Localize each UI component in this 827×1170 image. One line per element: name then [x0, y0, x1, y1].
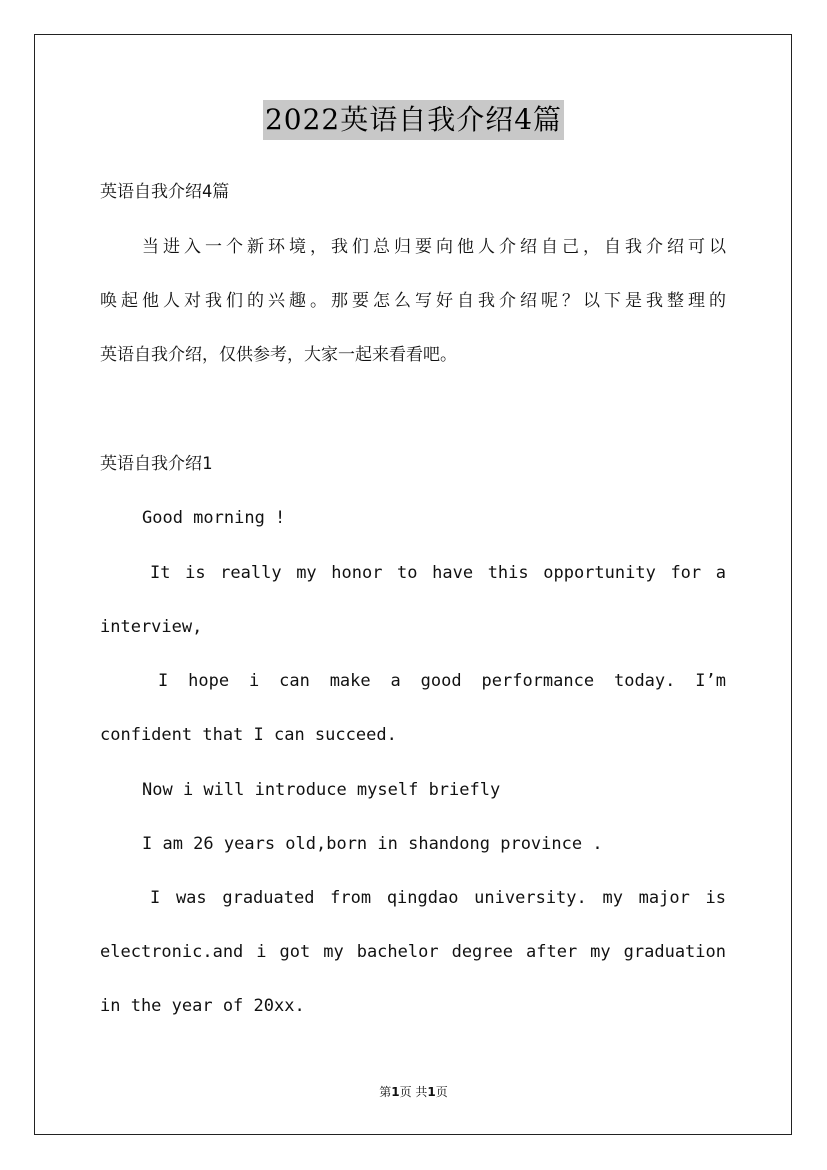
body-line-4: I hope i can make a good performance today. I’m [158, 671, 726, 691]
body-line-3: interview, [100, 617, 203, 637]
document-title: 2022英语自我介绍4篇 [263, 100, 564, 140]
page-footer [0, 1083, 827, 1100]
body-line-8: I was graduated from qingdao university. my major is [150, 888, 726, 908]
footer-middle: 页 共 [399, 1085, 428, 1099]
footer-suffix: 页 [435, 1085, 448, 1099]
body-line-1: Good morning ! [142, 508, 286, 528]
body-line-9: electronic.and i got my bachelor degree after my graduation [100, 942, 726, 962]
intro-line-3: 英语自我介绍，仅供参考，大家一起来看看吧。 [100, 345, 457, 365]
body-line-6: Now i will introduce myself briefly [142, 780, 501, 800]
subheading: 英语自我介绍4篇 [100, 182, 230, 202]
intro-line-1: 当进入一个新环境，我们总归要向他人介绍自己，自我介绍可以 [142, 237, 726, 257]
body-line-5: confident that I can succeed. [100, 725, 397, 745]
body-line-10: in the year of 20xx. [100, 996, 305, 1016]
title-container [0, 100, 827, 140]
footer-prefix: 第 [379, 1085, 392, 1099]
body-line-2: It is really my honor to have this opportunity for a [150, 563, 726, 583]
section-heading: 英语自我介绍1 [100, 454, 213, 474]
footer-total-pages: 1 [427, 1085, 436, 1099]
body-line-7: I am 26 years old,born in shandong province . [142, 834, 603, 854]
footer-page-number: 1 [391, 1085, 400, 1099]
intro-line-2: 唤起他人对我们的兴趣。那要怎么写好自我介绍呢？以下是我整理的 [100, 291, 726, 311]
